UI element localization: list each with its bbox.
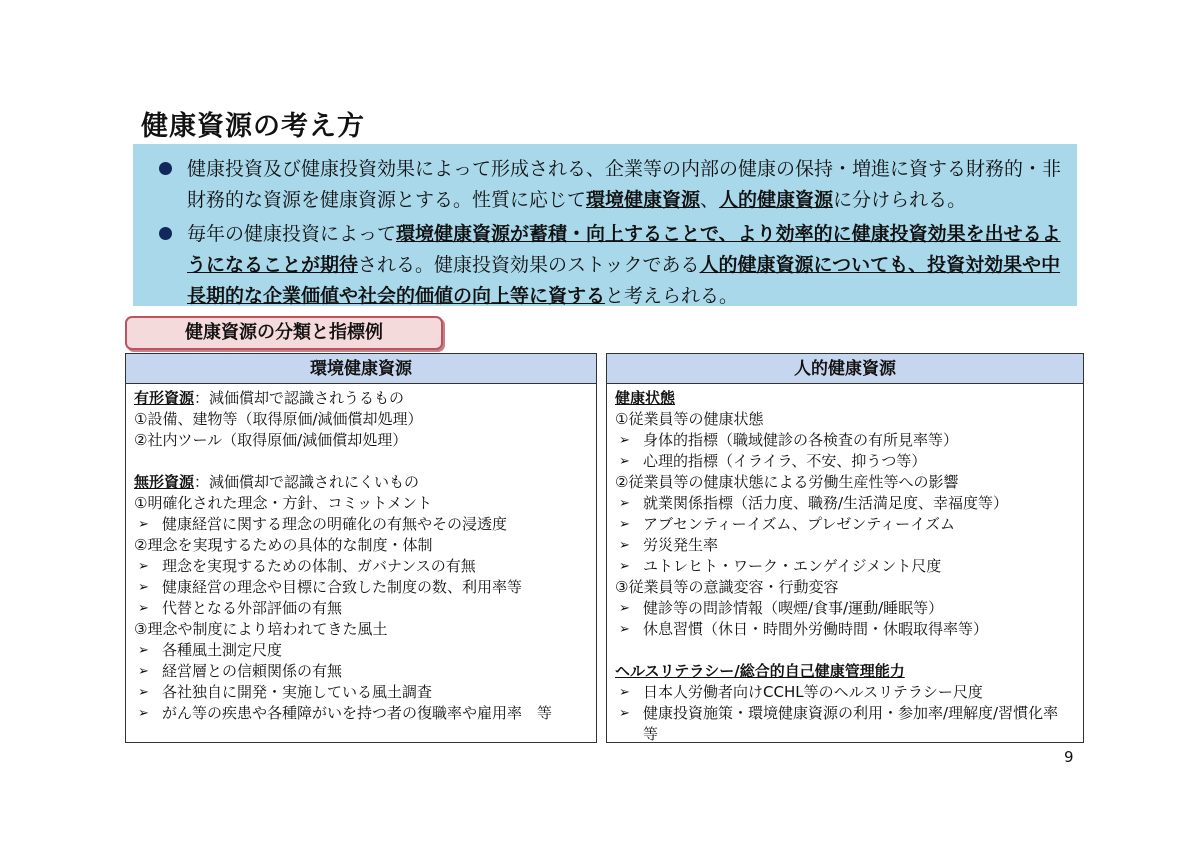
item-text: 心理的指標（イライラ、不安、抑うつ等） bbox=[643, 452, 927, 470]
arrow-bullet-icon: ➢ bbox=[138, 664, 149, 679]
arrow-bullet-icon: ➢ bbox=[619, 685, 630, 700]
arrow-bullet-icon: ➢ bbox=[138, 643, 149, 658]
arrow-item bbox=[134, 514, 588, 535]
intangible-heading bbox=[134, 472, 588, 493]
human-table-header: 人的健康資源 bbox=[607, 354, 1083, 384]
tangible-desc: ：減価償却で認識されうるもの bbox=[194, 389, 405, 407]
item-text: 労災発生率 bbox=[643, 536, 719, 554]
health-heading bbox=[615, 388, 1075, 409]
summary-bullet-1 bbox=[145, 154, 1063, 216]
list-item: ②社内ツール（取得原価/減価償却処理） bbox=[134, 431, 408, 449]
env-table-header: 環境健康資源 bbox=[126, 354, 596, 384]
item-text: ユトレヒト・ワーク・エンゲイジメント尺度 bbox=[643, 557, 942, 575]
item-text: がん等の疾患や各種障がいを持つ者の復職率や雇用率 等 bbox=[162, 704, 553, 722]
spacer bbox=[615, 640, 1075, 661]
arrow-item bbox=[615, 493, 1075, 514]
emphasis-text: 人的健康資源 bbox=[719, 189, 834, 211]
arrow-item bbox=[134, 703, 588, 724]
env-table-body bbox=[126, 384, 596, 724]
bullet-dot-icon bbox=[159, 162, 172, 175]
item-text: 休息習慣（休日・時間外労働時間・休暇取得率等） bbox=[643, 620, 989, 638]
arrow-bullet-icon: ➢ bbox=[619, 496, 630, 511]
page-title: 健康資源の考え方 bbox=[141, 111, 365, 142]
list-item: ②理念を実現するための具体的な制度・体制 bbox=[134, 536, 433, 554]
arrow-bullet-icon: ➢ bbox=[619, 559, 630, 574]
summary-text: される。健康投資効果のストックである bbox=[358, 254, 700, 276]
list-item: ①従業員等の健康状態 bbox=[615, 410, 764, 428]
item-text: 理念を実現するための体制、ガバナンスの有無 bbox=[162, 557, 476, 575]
arrow-item bbox=[615, 556, 1075, 577]
arrow-bullet-icon: ➢ bbox=[619, 538, 630, 553]
arrow-bullet-icon: ➢ bbox=[619, 454, 630, 469]
arrow-item bbox=[134, 577, 588, 598]
arrow-bullet-icon: ➢ bbox=[138, 580, 149, 595]
literacy-title: ヘルスリテラシー/総合的自己健康管理能力 bbox=[615, 662, 905, 680]
section-label: 健康資源の分類と指標例 bbox=[125, 316, 443, 350]
arrow-item bbox=[615, 430, 1075, 451]
item-text: 代替となる外部評価の有無 bbox=[162, 599, 343, 617]
tangible-title: 有形資源 bbox=[134, 389, 195, 407]
summary-text: と考えられる。 bbox=[605, 285, 739, 307]
item-text: アブセンティーイズム、プレゼンティーイズム bbox=[643, 515, 956, 533]
arrow-bullet-icon: ➢ bbox=[138, 706, 149, 721]
arrow-item bbox=[615, 598, 1075, 619]
summary-bullet-2 bbox=[145, 219, 1063, 312]
list-item: ①設備、建物等（取得原価/減価償却処理） bbox=[134, 410, 423, 428]
arrow-item bbox=[134, 598, 588, 619]
intangible-title: 無形資源 bbox=[134, 473, 195, 491]
list-item: ③理念や制度により培われてきた風土 bbox=[134, 620, 388, 638]
intangible-desc: ：減価償却で認識されにくいもの bbox=[194, 473, 420, 491]
arrow-bullet-icon: ➢ bbox=[619, 433, 630, 448]
arrow-bullet-icon: ➢ bbox=[138, 685, 149, 700]
arrow-bullet-icon: ➢ bbox=[619, 622, 630, 637]
spacer bbox=[134, 451, 588, 472]
item-text: 健診等の問診情報（喫煙/食事/運動/睡眠等） bbox=[643, 599, 944, 617]
item-text: 就業関係指標（活力度、職務/生活満足度、幸福度等） bbox=[643, 494, 1009, 512]
arrow-item bbox=[134, 661, 588, 682]
bullet-dot-icon bbox=[159, 227, 172, 240]
summary-box bbox=[133, 144, 1077, 306]
arrow-bullet-icon: ➢ bbox=[619, 517, 630, 532]
item-text: 日本人労働者向けCCHL等のヘルスリテラシー尺度 bbox=[643, 683, 983, 701]
arrow-bullet-icon: ➢ bbox=[619, 706, 630, 721]
arrow-item bbox=[615, 535, 1075, 556]
arrow-item bbox=[615, 619, 1075, 640]
arrow-item bbox=[615, 451, 1075, 472]
arrow-item bbox=[615, 682, 1075, 703]
emphasis-text: 人的健康資源についても、投資対効果や中長期的な企業価値や社会的価値の向上等に資する bbox=[187, 254, 1061, 307]
emphasis-text: 環境健康資源 bbox=[586, 189, 701, 211]
arrow-item bbox=[134, 556, 588, 577]
arrow-item bbox=[134, 682, 588, 703]
arrow-bullet-icon: ➢ bbox=[619, 601, 630, 616]
emphasis-text: 環境健康資源が蓄積・向上することで、より効率的に健康投資効果を出せるようになることが期待 bbox=[187, 223, 1061, 276]
tangible-heading bbox=[134, 388, 588, 409]
arrow-item bbox=[615, 514, 1075, 535]
arrow-item bbox=[615, 703, 1078, 745]
item-text: 健康経営の理念や目標に合致した制度の数、利用率等 bbox=[162, 578, 523, 596]
summary-text: 健康投資及び健康投資効果によって形成される、企業等の内部の健康の保持・増進に資する財務的・非財務的な資源を健康資源とする。性質に応じて bbox=[187, 158, 1062, 211]
arrow-bullet-icon: ➢ bbox=[138, 601, 149, 616]
item-text: 経営層との信頼関係の有無 bbox=[162, 662, 343, 680]
human-resources-table bbox=[606, 353, 1084, 743]
env-resources-table bbox=[125, 353, 597, 743]
summary-text: 、 bbox=[700, 189, 720, 211]
human-table-body bbox=[607, 384, 1083, 745]
literacy-heading bbox=[615, 661, 1075, 682]
arrow-bullet-icon: ➢ bbox=[138, 517, 149, 532]
summary-text: に分けられる。 bbox=[833, 189, 967, 211]
list-item: ①明確化された理念・方針、コミットメント bbox=[134, 494, 432, 512]
item-text: 身体的指標（職域健診の各検査の有所見率等） bbox=[643, 431, 959, 449]
item-text: 健康経営に関する理念の明確化の有無やその浸透度 bbox=[162, 515, 508, 533]
item-text: 健康投資施策・環境健康資源の利用・参加率/理解度/習慣化率 等 bbox=[643, 704, 1078, 743]
list-item: ③従業員等の意識変容・行動変容 bbox=[615, 578, 839, 596]
list-item: ②従業員等の健康状態による労働生産性等への影響 bbox=[615, 473, 959, 491]
summary-text: 毎年の健康投資によって bbox=[187, 223, 397, 245]
item-text: 各社独自に開発・実施している風土調査 bbox=[162, 683, 433, 701]
arrow-item bbox=[134, 640, 588, 661]
health-title: 健康状態 bbox=[615, 389, 676, 407]
arrow-bullet-icon: ➢ bbox=[138, 559, 149, 574]
item-text: 各種風土測定尺度 bbox=[162, 641, 283, 659]
page-number: 9 bbox=[1064, 748, 1074, 766]
